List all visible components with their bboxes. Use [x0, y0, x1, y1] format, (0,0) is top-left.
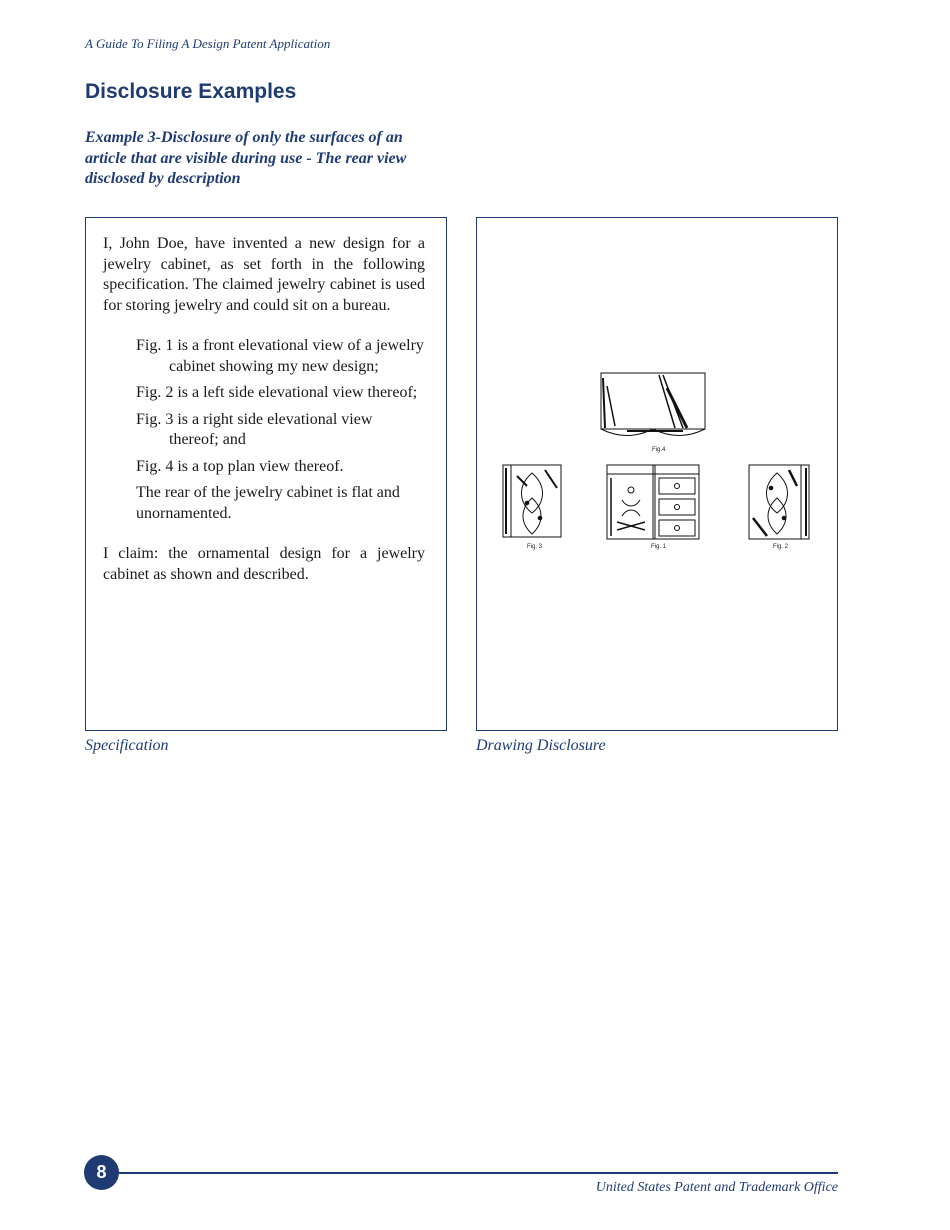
specification-box	[85, 217, 447, 731]
fig3-drawing	[503, 465, 561, 537]
example-title: Example 3-Disclosure of only the surfaces of an article that are visible during use - The rear view disclosed by description	[85, 129, 407, 187]
footer-office: United States Patent and Trademark Office	[595, 1180, 838, 1195]
drawing-caption: Drawing Disclosure	[476, 737, 606, 754]
fig4-drawing	[601, 373, 705, 436]
figure-description-4: Fig. 4 is a top plan view thereof.	[136, 457, 344, 475]
figure-description-2: Fig. 2 is a left side elevational view thereof;	[136, 384, 418, 401]
specification-caption: Specification	[85, 737, 169, 754]
running-head: A Guide To Filing A Design Patent Application	[85, 36, 331, 51]
figure-description-1: Fig. 1 is a front elevational view of a jewelry cabinet showing my new design;	[136, 337, 424, 375]
page-title: Disclosure Examples	[85, 80, 297, 103]
page-number-badge: 8	[84, 1155, 119, 1190]
fig4-label: Fig.4	[652, 447, 666, 453]
drawing-box	[476, 217, 838, 731]
claim-text: I claim: the ornamental design for a jewelry cabinet as shown and described.	[103, 545, 425, 583]
footer-divider	[100, 1172, 838, 1174]
fig3-label: Fig. 3	[527, 544, 543, 550]
fig1-drawing	[607, 465, 699, 539]
fig1-label: Fig. 1	[651, 544, 667, 550]
rear-note: The rear of the jewelry cabinet is flat and unornamented.	[136, 484, 400, 522]
drawing-illustration	[477, 218, 837, 730]
spec-intro: I, John Doe, have invented a new design for a jewelry cabinet, as set forth in the following specification. The claimed jewelry cabinet is used for storing jewelry and could sit on a bureau.	[103, 235, 425, 314]
fig2-label: Fig. 2	[773, 544, 789, 550]
figure-description-3: Fig. 3 is a right side elevational view thereof; and	[136, 410, 373, 448]
figure-list	[136, 336, 425, 477]
fig2-drawing	[749, 465, 809, 539]
